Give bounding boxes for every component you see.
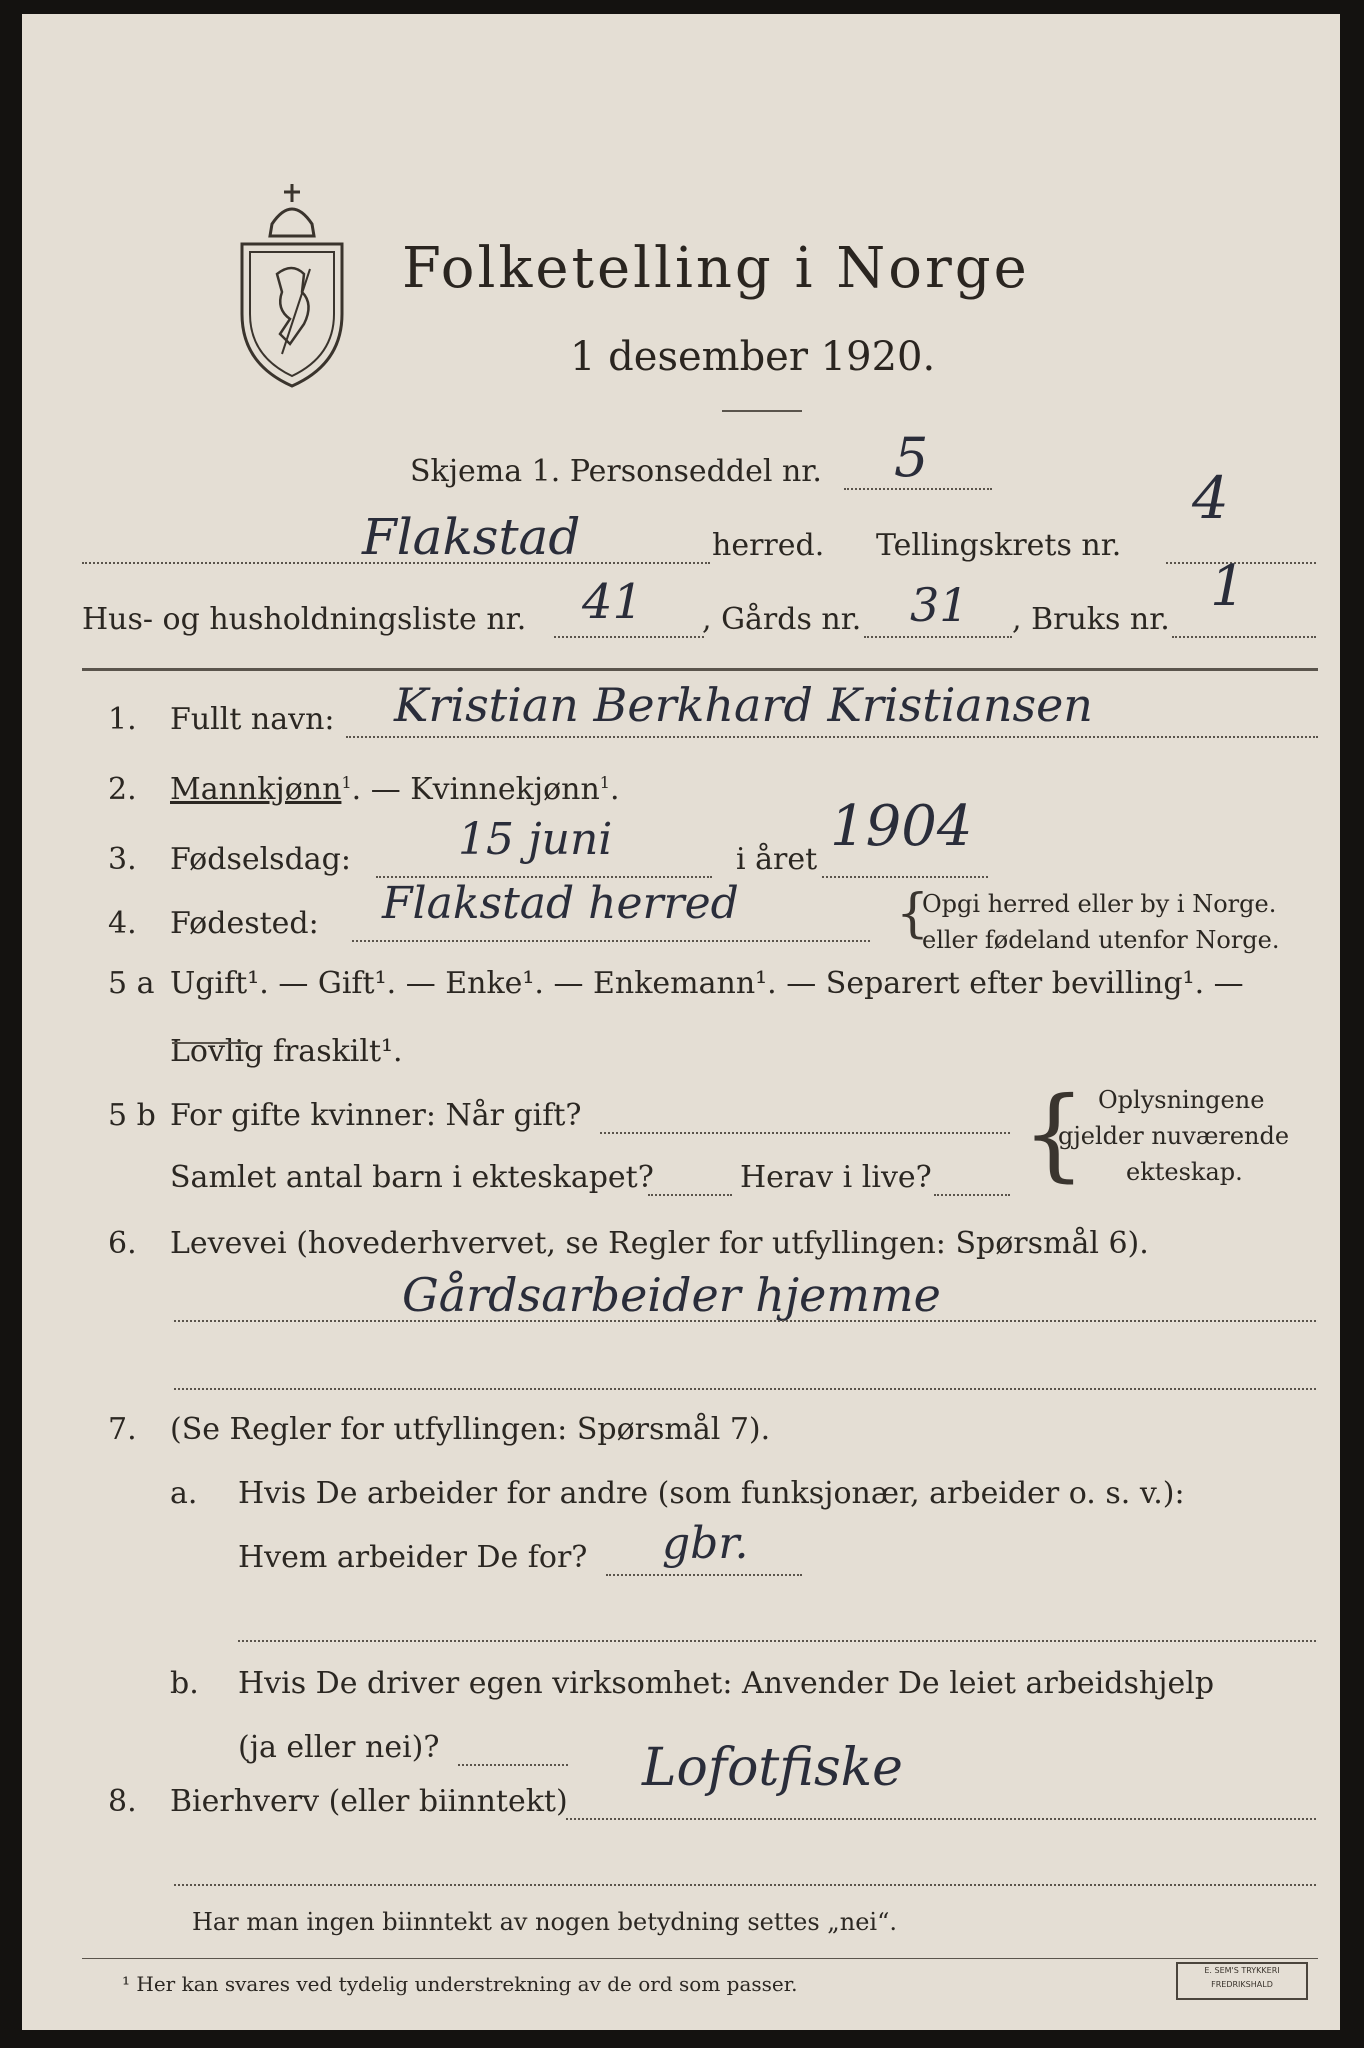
q2-text: Mannkjønn$^1$. — Kvinnekjønn$^1$. (170, 772, 620, 807)
q7b-line1: Hvis De driver egen virksomhet: Anvender De leiet arbeidshjelp (238, 1666, 1215, 1701)
q3-year-label: i året (736, 842, 818, 877)
q4-note-line1: Opgi herred eller by i Norge. (922, 890, 1277, 918)
q7b-answer-line (458, 1764, 568, 1766)
bruks-value: 1 (1210, 554, 1246, 619)
q1-line (346, 736, 1318, 738)
gards-value: 31 (910, 578, 969, 632)
side-income-value: Lofotfiske (642, 1738, 903, 1798)
q5b-note1: Oplysningene (1098, 1086, 1265, 1114)
full-name-value: Kristian Berkhard Kristiansen (394, 678, 1093, 732)
q7a-line-extra (238, 1640, 1316, 1642)
printer-stamp (1176, 1962, 1308, 2000)
census-date: 1 desember 1920. (570, 334, 936, 380)
q8-number: 8. (108, 1784, 137, 1819)
marital-status-options: Ugift¹. — Gift¹. — Enke¹. — Enkemann¹. — Separert efter bevilling¹. — (170, 966, 1244, 1001)
q5b-label2: Samlet antal barn i ekteskapet? (170, 1160, 654, 1195)
q5b-line2 (648, 1194, 732, 1196)
title-divider (722, 410, 802, 412)
q8-label: Bierhverv (eller biinntekt) (170, 1784, 568, 1819)
q7a-line2: Hvem arbeider De for? (238, 1540, 588, 1575)
q7a-line1: Hvis De arbeider for andre (som funksjonær, arbeider o. s. v.): (238, 1476, 1185, 1511)
printer-town: FREDRIKSHALD (1211, 1980, 1273, 1989)
kvinnekjonn-option: Kvinnekjønn (410, 772, 600, 807)
norwegian-coat-of-arms-icon (232, 174, 352, 394)
q7a-answer-line (606, 1574, 802, 1576)
hus-label: Hus- og husholdningsliste nr. (82, 602, 527, 637)
q5a-number: 5 a (108, 966, 155, 1001)
mannkjonn-option: Mannkjønn (170, 772, 342, 807)
header-divider (82, 668, 1318, 671)
q4-brace: { (896, 884, 930, 944)
q3-number: 3. (108, 842, 137, 877)
herred-label: herred. (712, 528, 825, 563)
q6-line1 (174, 1320, 1316, 1322)
q5b-number: 5 b (108, 1098, 156, 1133)
census-form (22, 14, 1340, 2030)
q7-number: 7. (108, 1412, 137, 1447)
q5b-label3: Herav i live? (740, 1160, 932, 1195)
q5b-note2: gjelder nuværende (1058, 1122, 1290, 1150)
tellingskrets-value: 4 (1192, 464, 1229, 532)
q7-label: (Se Regler for utfyllingen: Spørsmål 7). (170, 1412, 771, 1447)
skjema-value: 5 (894, 426, 929, 489)
birthplace-value: Flakstad herred (382, 878, 739, 929)
q5b-note3: ekteskap. (1126, 1158, 1243, 1186)
form-title: Folketelling i Norge (402, 236, 1030, 301)
gards-line (864, 636, 1012, 638)
lovlig-strike (172, 1042, 248, 1044)
q7b-line2: (ja eller nei)? (238, 1730, 440, 1765)
q1-number: 1. (108, 702, 137, 737)
q6-number: 6. (108, 1226, 137, 1261)
bruks-label: , Bruks nr. (1012, 602, 1170, 637)
q6-label: Levevei (hovederhvervet, se Regler for utfyllingen: Spørsmål 6). (170, 1226, 1149, 1261)
gards-label: , Gårds nr. (702, 602, 862, 637)
q8-line (566, 1818, 1316, 1820)
q1-label: Fullt navn: (170, 702, 335, 737)
q5b-brace: { (1022, 1075, 1086, 1192)
tellingskrets-label: Tellingskrets nr. (876, 528, 1122, 563)
q3-year-line (822, 876, 988, 878)
employer-value: gbr. (662, 1518, 749, 1569)
hus-value: 41 (582, 574, 644, 630)
q4-line (352, 940, 870, 942)
skjema-label: Skjema 1. Personseddel nr. (410, 454, 822, 489)
q4-number: 4. (108, 906, 137, 941)
herred-value: Flakstad (362, 508, 581, 566)
q8-line-extra (174, 1884, 1316, 1886)
q3-label: Fødselsdag: (170, 842, 351, 877)
birthday-value: 15 juni (458, 814, 613, 865)
birth-year-value: 1904 (830, 794, 973, 859)
q7b-letter: b. (170, 1666, 199, 1701)
q4-note-line2: eller fødeland utenfor Norge. (922, 926, 1280, 954)
q5b-line3 (934, 1194, 1010, 1196)
q7a-letter: a. (170, 1476, 198, 1511)
q5b-label1: For gifte kvinner: Når gift? (170, 1098, 582, 1133)
footer-divider (82, 1958, 1318, 1959)
q5b-line1 (600, 1132, 1010, 1134)
q6-line2 (174, 1388, 1316, 1390)
q2-number: 2. (108, 772, 137, 807)
q4-label: Fødested: (170, 906, 319, 941)
footnote: ¹ Her kan svares ved tydelig understrekning av de ord som passer. (122, 1972, 798, 1996)
printer-name: E. SEM'S TRYKKERI (1204, 1966, 1280, 1975)
occupation-value: Gårdsarbeider hjemme (402, 1268, 941, 1322)
hus-line (554, 636, 704, 638)
nei-note: Har man ingen biinntekt av nogen betydning settes „nei“. (192, 1908, 897, 1936)
marital-status-options-cont: Lovlig fraskilt¹. (170, 1034, 403, 1069)
bruks-line (1172, 636, 1316, 638)
